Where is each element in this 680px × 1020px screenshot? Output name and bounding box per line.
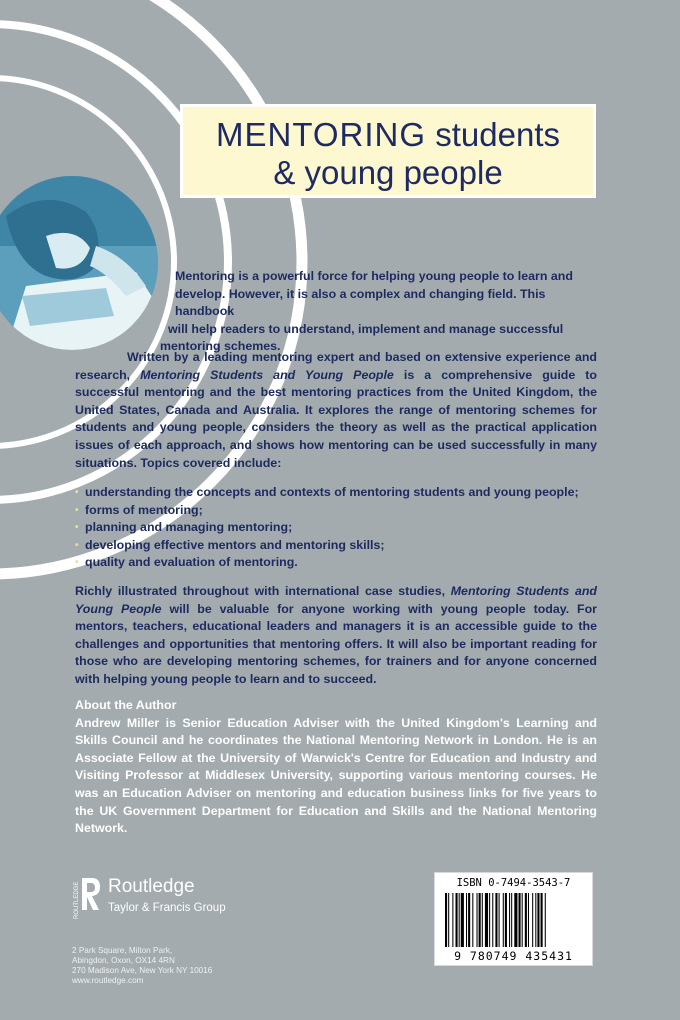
- address-line: 2 Park Square, Milton Park,: [72, 946, 173, 955]
- audience-text-2: will be valuable for anyone working with young people today. For mentors, teachers, educational leaders and managers it is an accessible guide to the challenges and opportunities that mentoring offers. It will also be important reading for those who are developing mentoring schemes, for trainers and for anyone concerned with helping young people to learn and to succeed.: [75, 601, 597, 686]
- barcode-bar: [514, 893, 517, 947]
- intro-line: develop. However, it is also a complex and changing field. This handbook: [175, 286, 546, 319]
- about-author: [75, 697, 597, 838]
- book-title: [180, 104, 596, 198]
- about-heading: About the Author: [75, 698, 177, 712]
- publisher-group: Taylor & Francis Group: [108, 902, 226, 914]
- barcode-bar: [489, 893, 490, 947]
- intro-line: mentoring schemes.: [160, 339, 281, 354]
- list-item: • forms of mentoring;: [75, 502, 597, 520]
- barcode-bar: [461, 893, 464, 947]
- intro-line: will help readers to understand, implement and manage successful: [168, 321, 564, 336]
- list-item: • quality and evaluation of mentoring.: [75, 554, 597, 572]
- logo-vertical-text: ROUTLEDGE: [74, 881, 80, 919]
- barcode-bar: [492, 893, 493, 947]
- list-item: • understanding the concepts and contexts of mentoring students and young people;: [75, 484, 597, 502]
- audience-paragraph: [75, 583, 597, 689]
- barcode-bar: [448, 893, 449, 947]
- bullet-icon: •: [75, 539, 79, 551]
- address-line: Abingdon, Oxon, OX14 4RN: [72, 956, 175, 965]
- intro-paragraph: [160, 268, 600, 356]
- barcode-bar: [537, 893, 539, 947]
- list-item: • developing effective mentors and mentoring skills;: [75, 537, 597, 555]
- routledge-logo-icon: [72, 876, 102, 920]
- barcode-bar: [445, 893, 447, 947]
- bullet-icon: •: [75, 522, 79, 534]
- barcode-bar: [525, 893, 527, 947]
- isbn-text: ISBN 0-7494-3543-7: [456, 877, 571, 889]
- barcode-bar: [452, 893, 453, 947]
- description-paragraph: [75, 349, 597, 472]
- title-rest: students: [435, 116, 560, 153]
- bullet-icon: •: [75, 504, 79, 516]
- barcode-bar: [456, 893, 458, 947]
- barcode-bar: [472, 893, 473, 947]
- ean-text: 9 780749 435431: [454, 949, 573, 963]
- barcode-bar: [505, 893, 507, 947]
- barcode-bar: [528, 893, 529, 947]
- intro-line: Mentoring is a powerful force for helping young people to learn and: [175, 269, 573, 283]
- list-item: • planning and managing mentoring;: [75, 519, 597, 537]
- barcode-bar: [482, 893, 483, 947]
- barcode-bar: [485, 893, 488, 947]
- barcode-bar: [511, 893, 512, 947]
- author-name: Andrew Miller: [75, 715, 160, 730]
- barcode-bar: [499, 893, 500, 947]
- desc-title-italic: Mentoring Students and Young People: [140, 367, 394, 382]
- desc-text-2: is a comprehensive guide to successful mentoring and the best mentoring practices from the United Kingdom, the United States, Canada and Australia. It explores the range of mentoring schemes for students and young people, considers the theory as well as the practical application issues of each approach, and shows how mentoring can be used successfully in many situations. Topics covered include:: [75, 367, 597, 470]
- desc-text-1: Written by a leading mentoring expert and based on extensive experience and research,: [75, 350, 597, 382]
- bullet-icon: •: [75, 557, 79, 569]
- barcode-bar: [519, 893, 521, 947]
- title-line2: & young people: [273, 154, 503, 191]
- barcode-bar: [532, 893, 533, 947]
- barcode-bar: [509, 893, 510, 947]
- barcode-bar: [479, 893, 481, 947]
- address-line: 270 Madison Ave, New York NY 10016: [72, 966, 213, 975]
- title-caps: MENTORING: [216, 116, 427, 153]
- address-line: www.routledge.com: [72, 976, 144, 985]
- barcode-bar: [545, 893, 546, 947]
- audience-text-1: Richly illustrated throughout with international case studies,: [75, 584, 446, 598]
- publisher-name: Routledge: [108, 876, 195, 897]
- barcode-bar: [535, 893, 536, 947]
- barcode-bar: [495, 893, 497, 947]
- audience-title-italic: Mentoring Students and Young People: [75, 584, 598, 616]
- barcode-bar: [466, 893, 467, 947]
- barcode-bar: [477, 893, 478, 947]
- bullet-icon: •: [75, 487, 79, 498]
- barcode-bar: [541, 893, 543, 947]
- barcode-bar: [522, 893, 523, 947]
- barcode-bar: [503, 893, 504, 947]
- barcode-bars-icon: [443, 893, 584, 949]
- publisher-address: [72, 946, 212, 986]
- barcode-bar: [468, 893, 470, 947]
- barcode-bar: [459, 893, 460, 947]
- author-bio: is Senior Education Adviser with the United Kingdom's Learning and Skills Council and he coordinates the National Mentoring Network in London. He is an Associate Fellow at the University of Warwick's Centre for Education and Industry and Visiting Professor at Middlesex University, supporting various mentoring courses. He was an Education Adviser on mentoring and education business links for five years to the UK Government Department for Education and Skills and the National Mentoring Network.: [75, 715, 597, 836]
- isbn-barcode: [434, 872, 593, 966]
- topics-list: [75, 484, 597, 572]
